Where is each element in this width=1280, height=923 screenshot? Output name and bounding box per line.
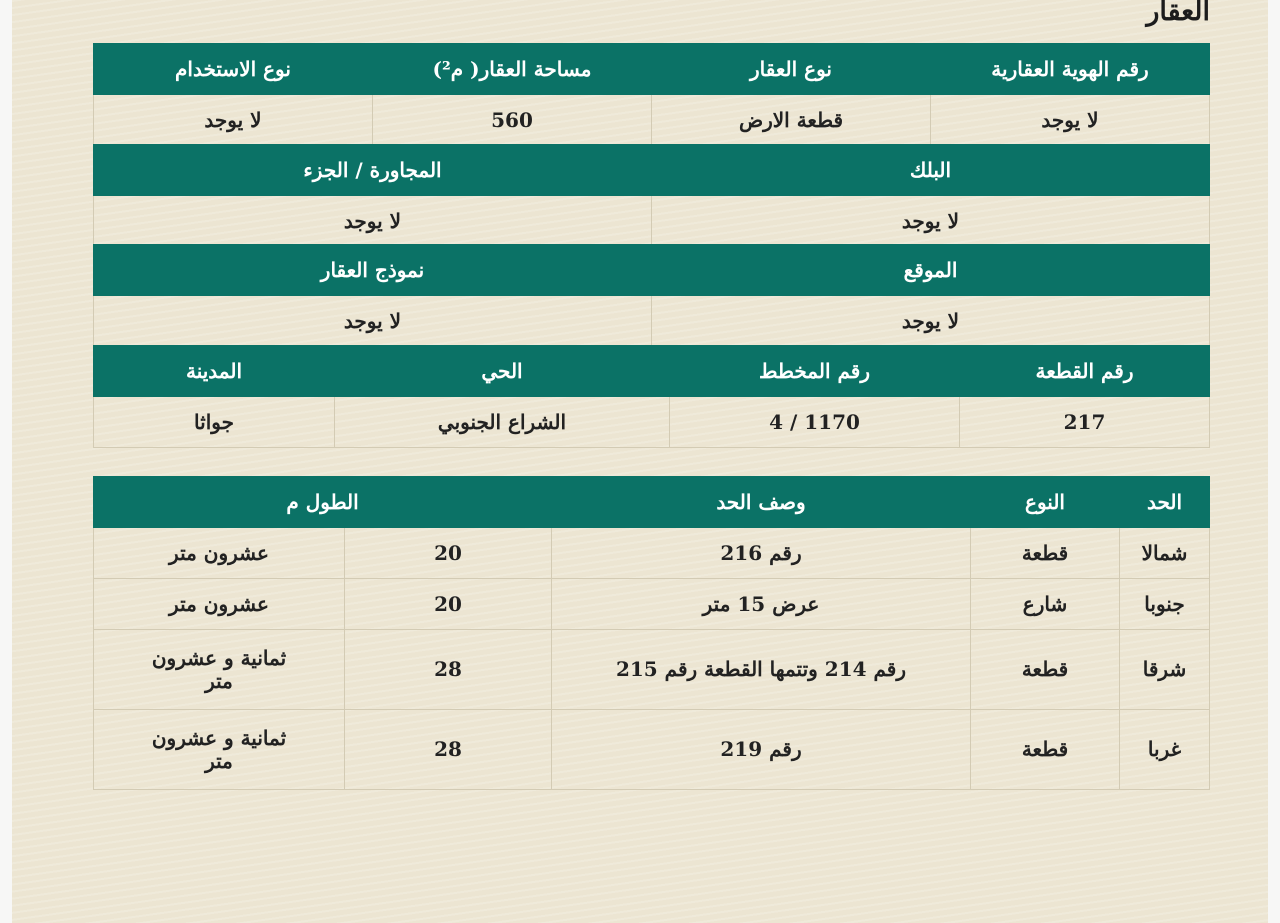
table-row (94, 397, 1210, 448)
city-value: جواثا (94, 397, 335, 448)
boundary-type: قطعة (971, 528, 1120, 579)
table-row (93, 528, 1209, 579)
table-row (94, 95, 1210, 146)
boundary-description: رقم 216 (552, 528, 971, 579)
boundary-description-header: وصف الحد (552, 477, 971, 528)
block-header: البلك (652, 145, 1210, 196)
parcel-table (93, 345, 1210, 448)
boundary-header: الحد (1120, 477, 1210, 528)
boundary-type: قطعة (971, 630, 1120, 710)
boundary-side: جنوبا (1120, 579, 1210, 630)
boundary-description: رقم 219 (552, 710, 971, 790)
table-header-row (94, 145, 1210, 196)
boundary-side: غربا (1120, 710, 1210, 790)
boundary-side: شرقا (1120, 630, 1210, 710)
property-info-table (93, 43, 1210, 146)
boundary-length-words: ثمانية و عشرون متر (93, 710, 344, 790)
table-row (94, 196, 1210, 247)
location-value: لا يوجد (652, 296, 1210, 347)
property-id-header: رقم الهوية العقارية (931, 44, 1210, 95)
district-header: الحي (335, 346, 670, 397)
neighborhood-part-value: لا يوجد (94, 196, 652, 247)
boundary-type: قطعة (971, 710, 1120, 790)
boundary-length-words: عشرون متر (93, 579, 344, 630)
usage-type-header: نوع الاستخدام (94, 44, 373, 95)
boundary-description: عرض 15 متر (552, 579, 971, 630)
boundary-length: 20 (345, 528, 552, 579)
boundary-length-words: ثمانية و عشرون متر (93, 630, 344, 710)
property-model-value: لا يوجد (94, 296, 652, 347)
location-table (93, 244, 1210, 347)
boundary-type: شارع (971, 579, 1120, 630)
plan-number-header: رقم المخطط (670, 346, 960, 397)
property-area-value: 560 (373, 95, 652, 146)
boundaries-table (93, 476, 1210, 790)
plan-number-value: 4 / 1170 (670, 397, 960, 448)
property-model-header: نموذج العقار (94, 245, 652, 296)
parcel-number-header: رقم القطعة (960, 346, 1210, 397)
boundary-length: 20 (345, 579, 552, 630)
section-title: العقار (1146, 0, 1210, 27)
property-document-page (12, 0, 1268, 923)
block-value: لا يوجد (652, 196, 1210, 247)
table-header-row (93, 477, 1209, 528)
location-header: الموقع (652, 245, 1210, 296)
parcel-number-value: 217 (960, 397, 1210, 448)
city-header: المدينة (94, 346, 335, 397)
table-header-row (94, 245, 1210, 296)
property-id-value: لا يوجد (931, 95, 1210, 146)
property-area-header: مساحة العقار( م²) (373, 44, 652, 95)
property-type-value: قطعة الارض (652, 95, 931, 146)
boundary-type-header: النوع (971, 477, 1120, 528)
table-row (93, 630, 1209, 710)
block-table (93, 144, 1210, 247)
boundary-length: 28 (345, 710, 552, 790)
property-type-header: نوع العقار (652, 44, 931, 95)
boundary-length: 28 (345, 630, 552, 710)
boundary-length-words: عشرون متر (93, 528, 344, 579)
boundary-side: شمالا (1120, 528, 1210, 579)
table-header-row (94, 346, 1210, 397)
boundary-description: رقم 214 وتتمها القطعة رقم 215 (552, 630, 971, 710)
table-row (93, 710, 1209, 790)
table-row (94, 296, 1210, 347)
length-header: الطول م (93, 477, 551, 528)
table-header-row (94, 44, 1210, 95)
neighborhood-part-header: المجاورة / الجزء (94, 145, 652, 196)
usage-type-value: لا يوجد (94, 95, 373, 146)
table-row (93, 579, 1209, 630)
district-value: الشراع الجنوبي (335, 397, 670, 448)
